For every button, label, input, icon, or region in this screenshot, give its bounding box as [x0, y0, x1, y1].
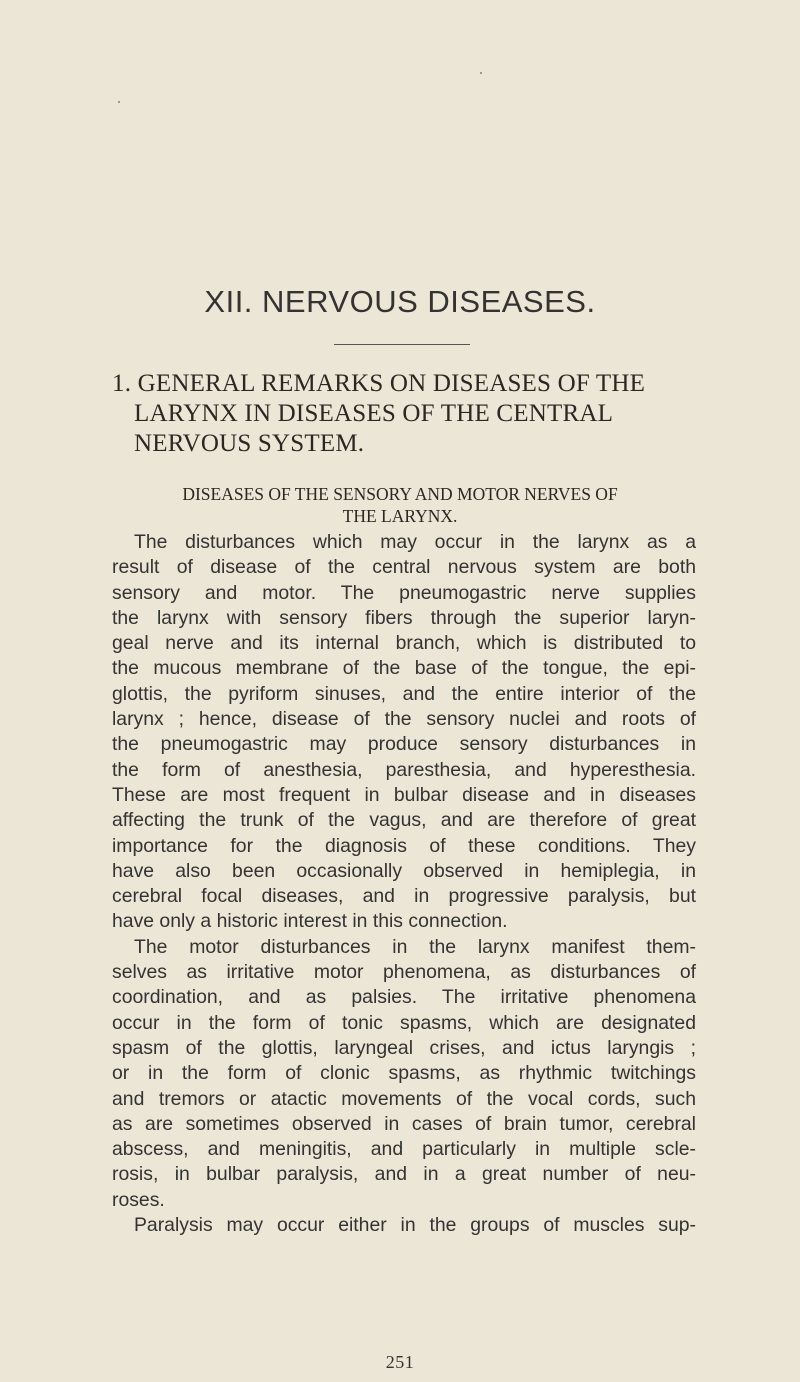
text-line: rosis, in bulbar paralysis, and in a great number of neu-	[112, 1163, 696, 1186]
section-title-line: NERVOUS SYSTEM.	[134, 430, 365, 457]
paper-speck	[480, 72, 482, 74]
text-line: The motor disturbances in the larynx manifest them-	[134, 935, 696, 958]
section-title	[112, 369, 712, 459]
text-line: or in the form of clonic spasms, as rhythmic twitchings	[112, 1062, 696, 1085]
subsection-title-line: THE LARYNX.	[342, 506, 458, 526]
text-line: cerebral focal diseases, and in progressive paralysis, but	[112, 885, 696, 908]
section-title-line: 1. GENERAL REMARKS ON DISEASES OF THE	[112, 370, 646, 397]
paper-speck	[118, 101, 120, 103]
text-line: have only a historic interest in this connection.	[112, 910, 508, 933]
text-line: the form of anesthesia, paresthesia, and hyperesthesia.	[112, 758, 696, 781]
text-line: and tremors or atactic movements of the vocal cords, such	[112, 1087, 696, 1110]
text-line: spasm of the glottis, laryngeal crises, and ictus laryngis ;	[112, 1036, 696, 1059]
text-line: the larynx with sensory fibers through the superior laryn-	[112, 606, 696, 629]
chapter-title: XII. NERVOUS DISEASES.	[204, 284, 596, 319]
subsection-title-line: DISEASES OF THE SENSORY AND MOTOR NERVES OF	[182, 484, 618, 504]
text-line: larynx ; hence, disease of the sensory nuclei and roots of	[112, 708, 696, 731]
text-line: geal nerve and its internal branch, which is distributed to	[112, 632, 696, 655]
text-line: selves as irritative motor phenomena, as disturbances of	[112, 961, 696, 984]
text-line: roses.	[112, 1188, 165, 1211]
text-line: sensory and motor. The pneumogastric nerve supplies	[112, 581, 696, 604]
text-line: have also been occasionally observed in hemiplegia, in	[112, 859, 696, 882]
text-line: Paralysis may occur either in the groups of muscles sup-	[134, 1214, 696, 1237]
body-text	[112, 530, 696, 1238]
text-line: result of disease of the central nervous system are both	[112, 556, 696, 579]
text-line: importance for the diagnosis of these conditions. They	[112, 834, 696, 857]
text-line: the mucous membrane of the base of the tongue, the epi-	[112, 657, 696, 680]
text-line: The disturbances which may occur in the larynx as a	[134, 531, 696, 553]
text-line: abscess, and meningitis, and particularly in multiple scle-	[112, 1138, 696, 1161]
text-line: These are most frequent in bulbar disease and in diseases	[112, 783, 696, 806]
section-title-line: LARYNX IN DISEASES OF THE CENTRAL	[134, 400, 614, 427]
text-line: glottis, the pyriform sinuses, and the entire interior of the	[112, 682, 696, 705]
title-divider	[334, 344, 470, 345]
text-line: occur in the form of tonic spasms, which are designated	[112, 1011, 696, 1034]
text-line: affecting the trunk of the vagus, and are therefore of great	[112, 809, 696, 832]
text-line: the pneumogastric may produce sensory disturbances in	[112, 733, 696, 756]
text-line: as are sometimes observed in cases of brain tumor, cerebral	[112, 1112, 696, 1135]
page-number: 251	[385, 1352, 415, 1372]
text-line: coordination, and as palsies. The irritative phenomena	[112, 986, 696, 1009]
subsection-title	[130, 483, 670, 527]
